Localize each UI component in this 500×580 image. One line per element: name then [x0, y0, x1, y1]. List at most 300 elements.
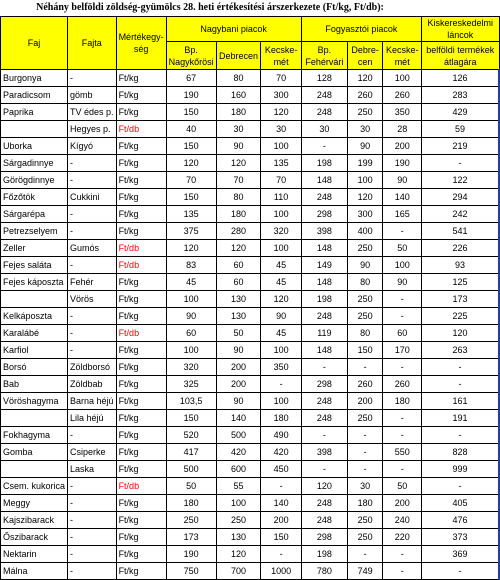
cell-fajta: Csiperke	[68, 444, 117, 461]
table-row	[1, 410, 500, 427]
col-header-debrecen-2: Debre-cen	[348, 42, 383, 70]
cell-debrecen-2: 250	[348, 104, 383, 121]
cell-kecskemet-1: 420	[261, 444, 301, 461]
col-header-unit: Mértékegy-ség	[116, 17, 166, 70]
cell-fajta: Hegyes p.	[68, 121, 117, 138]
cell-belfoldi: 405	[422, 495, 499, 512]
cell-belfoldi: 999	[422, 461, 499, 478]
cell-kecskemet-2: 100	[383, 70, 422, 87]
cell-debrecen-1: 130	[216, 291, 261, 308]
cell-kecskemet-1: 490	[261, 427, 301, 444]
table-row	[1, 563, 500, 580]
cell-faj: Fejes saláta	[1, 257, 68, 274]
cell-kecskemet-2: 50	[383, 240, 422, 257]
cell-faj: Fokhagyma	[1, 427, 68, 444]
cell-fajta: gömb	[68, 87, 117, 104]
cell-belfoldi: 120	[422, 325, 499, 342]
table-row	[1, 206, 500, 223]
cell-kecskemet-1: 100	[261, 393, 301, 410]
cell-debrecen-2: 150	[348, 342, 383, 359]
cell-faj: Csem. kukorica	[1, 478, 68, 495]
cell-kecskemet-1: 100	[261, 206, 301, 223]
table-row	[1, 427, 500, 444]
cell-unit: Ft/kg	[116, 529, 166, 546]
cell-debrecen-2: 200	[348, 393, 383, 410]
cell-faj: Vöröshagyma	[1, 393, 68, 410]
cell-debrecen-2: 100	[348, 172, 383, 189]
cell-kecskemet-1: 100	[261, 138, 301, 155]
cell-belfoldi: 225	[422, 308, 499, 325]
cell-kecskemet-1: 180	[261, 410, 301, 427]
cell-unit: Ft/kg	[116, 291, 166, 308]
cell-faj: Görögdinnye	[1, 172, 68, 189]
cell-unit: Ft/kg	[116, 223, 166, 240]
cell-kecskemet-2: -	[383, 308, 422, 325]
cell-kecskemet-2: -	[383, 427, 422, 444]
cell-bp-nagykorosi: 520	[166, 427, 216, 444]
cell-kecskemet-2: 140	[383, 189, 422, 206]
cell-kecskemet-2: 165	[383, 206, 422, 223]
cell-kecskemet-1: 120	[261, 104, 301, 121]
cell-faj: Nektarin	[1, 546, 68, 563]
cell-kecskemet-2: 350	[383, 104, 422, 121]
cell-unit: Ft/kg	[116, 393, 166, 410]
cell-unit: Ft/kg	[116, 172, 166, 189]
cell-unit: Ft/kg	[116, 410, 166, 427]
cell-belfoldi: 373	[422, 529, 499, 546]
table-row	[1, 325, 500, 342]
cell-bp-fehervari: 780	[301, 563, 347, 580]
cell-faj: Málna	[1, 563, 68, 580]
cell-bp-nagykorosi: 90	[166, 308, 216, 325]
cell-kecskemet-1: 120	[261, 291, 301, 308]
cell-unit: Ft/kg	[116, 138, 166, 155]
cell-unit: Ft/kg	[116, 87, 166, 104]
cell-faj: Paradicsom	[1, 87, 68, 104]
cell-belfoldi: 161	[422, 393, 499, 410]
cell-unit: Ft/kg	[116, 512, 166, 529]
cell-bp-nagykorosi: 135	[166, 206, 216, 223]
cell-belfoldi: 173	[422, 291, 499, 308]
cell-kecskemet-1: -	[261, 478, 301, 495]
cell-faj: Petrezselyem	[1, 223, 68, 240]
cell-fajta: -	[68, 70, 117, 87]
cell-kecskemet-2: 90	[383, 274, 422, 291]
cell-debrecen-1: 160	[216, 87, 261, 104]
table-row	[1, 138, 500, 155]
col-header-belfoldi: belföldi termékek átlagára	[422, 42, 499, 70]
cell-kecskemet-1: -	[261, 376, 301, 393]
cell-bp-fehervari: 248	[301, 410, 347, 427]
cell-bp-nagykorosi: 67	[166, 70, 216, 87]
cell-faj: Karalábé	[1, 325, 68, 342]
cell-kecskemet-2: -	[383, 223, 422, 240]
col-header-bp-nagykorosi: Bp. Nagykőrösi	[166, 42, 216, 70]
cell-unit: Ft/kg	[116, 206, 166, 223]
cell-debrecen-2: 749	[348, 563, 383, 580]
cell-debrecen-2: 260	[348, 87, 383, 104]
cell-bp-nagykorosi: 375	[166, 223, 216, 240]
cell-debrecen-1: 600	[216, 461, 261, 478]
cell-belfoldi: 263	[422, 342, 499, 359]
cell-bp-fehervari: 248	[301, 393, 347, 410]
table-row	[1, 155, 500, 172]
cell-unit: Ft/kg	[116, 376, 166, 393]
cell-debrecen-2: 260	[348, 376, 383, 393]
cell-bp-fehervari: 298	[301, 206, 347, 223]
cell-belfoldi: -	[422, 478, 499, 495]
cell-faj: Sárgarépa	[1, 206, 68, 223]
cell-belfoldi: 476	[422, 512, 499, 529]
cell-unit: Ft/db	[116, 478, 166, 495]
cell-bp-fehervari: -	[301, 138, 347, 155]
cell-debrecen-1: 700	[216, 563, 261, 580]
cell-fajta: -	[68, 495, 117, 512]
cell-belfoldi: -	[422, 155, 499, 172]
cell-faj	[1, 410, 68, 427]
cell-debrecen-2: -	[348, 359, 383, 376]
cell-bp-nagykorosi: 190	[166, 546, 216, 563]
cell-faj	[1, 291, 68, 308]
cell-debrecen-1: 120	[216, 240, 261, 257]
cell-fajta: -	[68, 512, 117, 529]
cell-debrecen-1: 90	[216, 342, 261, 359]
cell-bp-fehervari: -	[301, 461, 347, 478]
cell-belfoldi: 191	[422, 410, 499, 427]
cell-faj: Főzőtök	[1, 189, 68, 206]
cell-bp-fehervari: 198	[301, 155, 347, 172]
cell-debrecen-2: 250	[348, 308, 383, 325]
cell-bp-nagykorosi: 173	[166, 529, 216, 546]
cell-fajta: Laska	[68, 461, 117, 478]
cell-debrecen-2: 250	[348, 410, 383, 427]
cell-debrecen-1: 500	[216, 427, 261, 444]
cell-unit: Ft/kg	[116, 546, 166, 563]
cell-debrecen-2: 80	[348, 325, 383, 342]
cell-bp-fehervari: 198	[301, 291, 347, 308]
cell-bp-fehervari: 298	[301, 376, 347, 393]
cell-debrecen-1: 60	[216, 257, 261, 274]
cell-bp-nagykorosi: 70	[166, 172, 216, 189]
cell-debrecen-2: 80	[348, 274, 383, 291]
cell-bp-nagykorosi: 750	[166, 563, 216, 580]
cell-kecskemet-2: 200	[383, 138, 422, 155]
cell-kecskemet-1: 70	[261, 172, 301, 189]
cell-kecskemet-1: 45	[261, 257, 301, 274]
table-row	[1, 308, 500, 325]
cell-kecskemet-1: 100	[261, 240, 301, 257]
cell-belfoldi: 122	[422, 172, 499, 189]
cell-fajta: TV édes p.	[68, 104, 117, 121]
cell-bp-fehervari: 148	[301, 342, 347, 359]
cell-bp-fehervari: -	[301, 427, 347, 444]
cell-kecskemet-2: 260	[383, 87, 422, 104]
cell-debrecen-1: 200	[216, 359, 261, 376]
cell-faj: Őszibarack	[1, 529, 68, 546]
cell-kecskemet-2: -	[383, 291, 422, 308]
cell-kecskemet-1: 30	[261, 121, 301, 138]
cell-fajta: -	[68, 172, 117, 189]
table-row	[1, 546, 500, 563]
cell-debrecen-1: 180	[216, 104, 261, 121]
cell-belfoldi: 59	[422, 121, 499, 138]
cell-kecskemet-1: 150	[261, 529, 301, 546]
cell-faj: Borsó	[1, 359, 68, 376]
cell-faj: Zeller	[1, 240, 68, 257]
cell-kecskemet-2: 240	[383, 512, 422, 529]
cell-bp-fehervari: 149	[301, 257, 347, 274]
cell-belfoldi: 93	[422, 257, 499, 274]
cell-unit: Ft/kg	[116, 155, 166, 172]
cell-kecskemet-2: -	[383, 410, 422, 427]
cell-debrecen-1: 200	[216, 376, 261, 393]
cell-belfoldi: -	[422, 427, 499, 444]
cell-debrecen-2: 250	[348, 529, 383, 546]
cell-bp-fehervari: 248	[301, 512, 347, 529]
cell-faj	[1, 121, 68, 138]
cell-debrecen-2: 199	[348, 155, 383, 172]
cell-bp-nagykorosi: 150	[166, 189, 216, 206]
cell-bp-nagykorosi: 45	[166, 274, 216, 291]
cell-debrecen-2: -	[348, 461, 383, 478]
cell-faj: Uborka	[1, 138, 68, 155]
cell-kecskemet-2: 170	[383, 342, 422, 359]
cell-unit: Ft/db	[116, 121, 166, 138]
cell-kecskemet-2: 60	[383, 325, 422, 342]
cell-bp-fehervari: -	[301, 359, 347, 376]
cell-debrecen-1: 120	[216, 155, 261, 172]
cell-fajta: -	[68, 206, 117, 223]
table-row	[1, 376, 500, 393]
cell-unit: Ft/kg	[116, 274, 166, 291]
cell-kecskemet-2: -	[383, 461, 422, 478]
cell-fajta: -	[68, 308, 117, 325]
cell-bp-nagykorosi: 83	[166, 257, 216, 274]
cell-kecskemet-1: 90	[261, 308, 301, 325]
cell-debrecen-1: 70	[216, 172, 261, 189]
cell-bp-fehervari: 120	[301, 478, 347, 495]
cell-kecskemet-1: 135	[261, 155, 301, 172]
cell-fajta: -	[68, 546, 117, 563]
cell-kecskemet-2: 200	[383, 495, 422, 512]
cell-fajta: -	[68, 563, 117, 580]
cell-bp-nagykorosi: 417	[166, 444, 216, 461]
cell-faj: Meggy	[1, 495, 68, 512]
cell-kecskemet-2: 190	[383, 155, 422, 172]
cell-belfoldi: -	[422, 563, 499, 580]
table-row	[1, 478, 500, 495]
table-row	[1, 189, 500, 206]
cell-debrecen-2: 30	[348, 478, 383, 495]
table-row	[1, 461, 500, 478]
cell-bp-nagykorosi: 190	[166, 87, 216, 104]
cell-unit: Ft/kg	[116, 359, 166, 376]
cell-belfoldi: 126	[422, 70, 499, 87]
cell-bp-nagykorosi: 50	[166, 478, 216, 495]
table-row	[1, 512, 500, 529]
cell-belfoldi: 219	[422, 138, 499, 155]
cell-debrecen-1: 250	[216, 512, 261, 529]
cell-bp-nagykorosi: 325	[166, 376, 216, 393]
cell-faj: Fejes káposzta	[1, 274, 68, 291]
cell-debrecen-2: 120	[348, 189, 383, 206]
cell-faj: Gomba	[1, 444, 68, 461]
cell-bp-nagykorosi: 320	[166, 359, 216, 376]
cell-bp-fehervari: 128	[301, 70, 347, 87]
cell-bp-fehervari: 148	[301, 240, 347, 257]
cell-kecskemet-1: 70	[261, 70, 301, 87]
cell-bp-fehervari: 148	[301, 274, 347, 291]
cell-belfoldi: -	[422, 376, 499, 393]
cell-debrecen-1: 130	[216, 308, 261, 325]
cell-unit: Ft/db	[116, 257, 166, 274]
table-row	[1, 342, 500, 359]
cell-faj: Karfiol	[1, 342, 68, 359]
cell-debrecen-1: 60	[216, 274, 261, 291]
cell-unit: Ft/kg	[116, 70, 166, 87]
cell-bp-fehervari: 298	[301, 529, 347, 546]
cell-fajta: -	[68, 155, 117, 172]
cell-debrecen-2: 250	[348, 512, 383, 529]
cell-debrecen-1: 90	[216, 138, 261, 155]
cell-unit: Ft/kg	[116, 444, 166, 461]
cell-kecskemet-2: -	[383, 359, 422, 376]
table-row	[1, 257, 500, 274]
cell-kecskemet-1: 350	[261, 359, 301, 376]
cell-debrecen-2: -	[348, 444, 383, 461]
cell-faj: Burgonya	[1, 70, 68, 87]
cell-debrecen-1: 420	[216, 444, 261, 461]
cell-debrecen-1: 120	[216, 546, 261, 563]
col-header-bp-fehervari: Bp. Fehérvári	[301, 42, 347, 70]
cell-bp-fehervari: 248	[301, 87, 347, 104]
cell-faj: Kajszibarack	[1, 512, 68, 529]
cell-debrecen-2: 250	[348, 240, 383, 257]
col-header-faj: Faj	[1, 17, 68, 70]
cell-fajta: Zöldbab	[68, 376, 117, 393]
cell-fajta: Barna héjú	[68, 393, 117, 410]
cell-debrecen-2: 250	[348, 291, 383, 308]
cell-fajta: Lila héjú	[68, 410, 117, 427]
cell-kecskemet-2: 90	[383, 172, 422, 189]
cell-bp-fehervari: 248	[301, 308, 347, 325]
col-header-fajta: Fajta	[68, 17, 117, 70]
cell-fajta: Zöldborsó	[68, 359, 117, 376]
table-row	[1, 393, 500, 410]
cell-bp-fehervari: 248	[301, 495, 347, 512]
cell-faj: Sárgadinnye	[1, 155, 68, 172]
cell-debrecen-1: 130	[216, 529, 261, 546]
cell-bp-nagykorosi: 250	[166, 512, 216, 529]
cell-belfoldi: 541	[422, 223, 499, 240]
cell-fajta: -	[68, 427, 117, 444]
table-row	[1, 240, 500, 257]
cell-debrecen-2: 90	[348, 257, 383, 274]
cell-unit: Ft/db	[116, 240, 166, 257]
cell-debrecen-1: 80	[216, 189, 261, 206]
table-row	[1, 444, 500, 461]
cell-fajta: Gumós	[68, 240, 117, 257]
cell-kecskemet-2: 180	[383, 393, 422, 410]
cell-fajta: -	[68, 223, 117, 240]
cell-faj: Paprika	[1, 104, 68, 121]
cell-fajta: -	[68, 257, 117, 274]
cell-unit: Ft/kg	[116, 495, 166, 512]
cell-kecskemet-1: 450	[261, 461, 301, 478]
cell-fajta: Kígyó	[68, 138, 117, 155]
table-row	[1, 104, 500, 121]
cell-kecskemet-2: 220	[383, 529, 422, 546]
cell-bp-nagykorosi: 150	[166, 410, 216, 427]
cell-bp-nagykorosi: 120	[166, 155, 216, 172]
cell-kecskemet-2: 550	[383, 444, 422, 461]
cell-unit: Ft/kg	[116, 461, 166, 478]
cell-bp-nagykorosi: 100	[166, 291, 216, 308]
cell-belfoldi: 226	[422, 240, 499, 257]
cell-belfoldi: 429	[422, 104, 499, 121]
cell-debrecen-1: 140	[216, 410, 261, 427]
cell-bp-fehervari: 148	[301, 172, 347, 189]
cell-faj	[1, 461, 68, 478]
cell-fajta: -	[68, 342, 117, 359]
cell-kecskemet-1: 45	[261, 274, 301, 291]
cell-bp-nagykorosi: 120	[166, 240, 216, 257]
cell-belfoldi: 294	[422, 189, 499, 206]
group-header-kisker: Kiskereskedelmi láncok	[422, 17, 499, 42]
cell-bp-nagykorosi: 100	[166, 342, 216, 359]
col-header-kecskemet-1: Kecske-mét	[261, 42, 301, 70]
group-header-fogyasztoi: Fogyasztói piacok	[301, 17, 421, 42]
cell-debrecen-1: 180	[216, 206, 261, 223]
cell-belfoldi: 369	[422, 546, 499, 563]
cell-debrecen-2: -	[348, 427, 383, 444]
cell-bp-nagykorosi: 500	[166, 461, 216, 478]
cell-fajta: Cukkini	[68, 189, 117, 206]
cell-kecskemet-1: 45	[261, 325, 301, 342]
cell-debrecen-2: 180	[348, 495, 383, 512]
cell-bp-fehervari: 30	[301, 121, 347, 138]
cell-fajta: Vörös	[68, 291, 117, 308]
col-header-kecskemet-2: Kecske-mét	[383, 42, 422, 70]
cell-kecskemet-1: -	[261, 546, 301, 563]
cell-debrecen-2: -	[348, 546, 383, 563]
cell-kecskemet-2: 28	[383, 121, 422, 138]
cell-debrecen-1: 90	[216, 393, 261, 410]
cell-unit: Ft/kg	[116, 342, 166, 359]
cell-unit: Ft/db	[116, 325, 166, 342]
table-title: Néhány belföldi zöldség-gyümölcs 28. heti értékesítési árszerkezete (Ft/kg, Ft/db):	[36, 2, 384, 13]
cell-unit: Ft/kg	[116, 104, 166, 121]
table-row	[1, 121, 500, 138]
cell-kecskemet-1: 300	[261, 87, 301, 104]
cell-kecskemet-1: 200	[261, 512, 301, 529]
cell-debrecen-1: 100	[216, 495, 261, 512]
cell-debrecen-1: 30	[216, 121, 261, 138]
cell-kecskemet-2: 50	[383, 478, 422, 495]
cell-kecskemet-2: 260	[383, 376, 422, 393]
cell-bp-fehervari: 248	[301, 189, 347, 206]
cell-kecskemet-2: -	[383, 546, 422, 563]
cell-unit: Ft/kg	[116, 563, 166, 580]
cell-fajta: -	[68, 529, 117, 546]
group-header-nagybani: Nagybani piacok	[166, 17, 301, 42]
cell-fajta: Fehér	[68, 274, 117, 291]
cell-kecskemet-2: 100	[383, 257, 422, 274]
cell-kecskemet-1: 1000	[261, 563, 301, 580]
cell-bp-fehervari: 248	[301, 104, 347, 121]
cell-bp-fehervari: 119	[301, 325, 347, 342]
cell-belfoldi: 828	[422, 444, 499, 461]
